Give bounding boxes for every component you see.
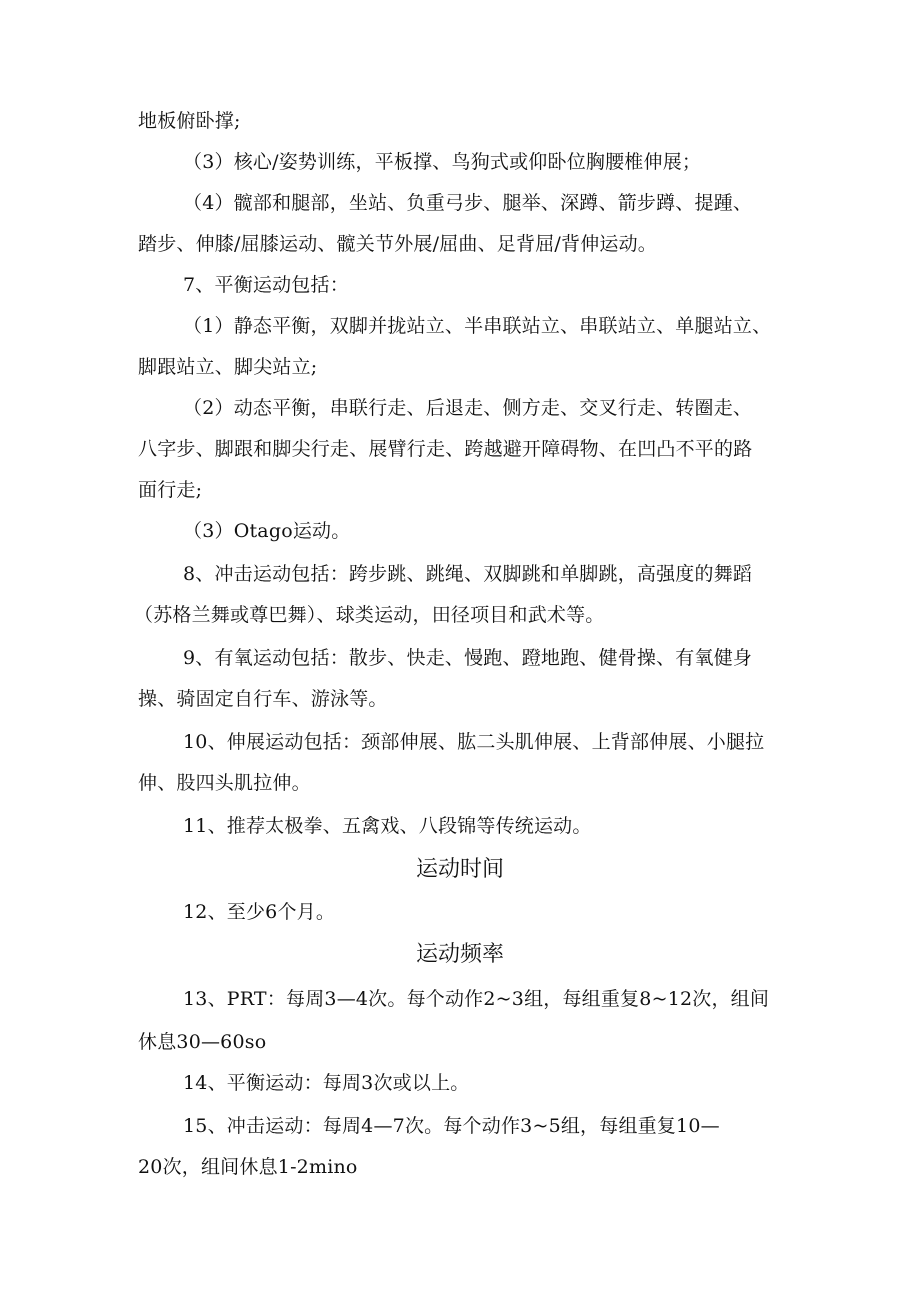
text-line-dynamic-balance: （2）动态平衡，串联行走、后退走、侧方走、交叉行走、转圈走、 <box>183 397 753 419</box>
text-line-dynamic-balance-end: 面行走; <box>138 479 203 501</box>
section-heading-exercise-time: 运动时间 <box>415 857 504 882</box>
text-line-hip-leg-cont: 踏步、伸膝/屈膝运动、髋关节外展/屈曲、足背屈/背伸运动。 <box>138 233 658 255</box>
text-line-traditional: 11、推荐太极拳、五禽戏、八段锦等传统运动。 <box>183 815 592 837</box>
text-line-prt-frequency-cont: 休息30—60so <box>138 1031 267 1053</box>
text-line-aerobic-exercise-cont: 操、骑固定自行车、游泳等。 <box>138 688 388 710</box>
text-line-balance-frequency: 14、平衡运动：每周3次或以上。 <box>183 1072 470 1094</box>
text-line-impact-exercise: 8、冲击运动包括：跨步跳、跳绳、双脚跳和单脚跳，高强度的舞蹈 <box>183 563 753 585</box>
text-line-dynamic-balance-cont: 八字步、脚跟和脚尖行走、展臂行走、跨越避开障碍物、在凹凸不平的路 <box>138 438 753 460</box>
text-line-balance-heading: 7、平衡运动包括： <box>183 274 349 296</box>
text-line-impact-exercise-cont: （苏格兰舞或尊巴舞）、球类运动，田径项目和武术等。 <box>134 604 605 626</box>
text-line-aerobic-exercise: 9、有氧运动包括：散步、快走、慢跑、蹬地跑、健骨操、有氧健身 <box>183 647 753 669</box>
text-line-floor-pushup: 地板俯卧撑; <box>138 110 241 132</box>
text-line-prt-frequency: 13、PRT：每周3—4次。每个动作2~3组，每组重复8~12次，组间 <box>183 988 770 1010</box>
text-line-static-balance: （1）静态平衡，双脚并拢站立、半串联站立、串联站立、单腿站立、 <box>183 315 772 337</box>
text-line-duration: 12、至少6个月。 <box>183 901 336 923</box>
text-line-static-balance-cont: 脚跟站立、脚尖站立; <box>138 356 318 378</box>
text-line-impact-frequency: 15、冲击运动：每周4—7次。每个动作3~5组，每组重复10— <box>183 1115 720 1137</box>
text-line-stretching: 10、伸展运动包括：颈部伸展、肱二头肌伸展、上背部伸展、小腿拉 <box>183 731 765 753</box>
text-line-stretching-cont: 伸、股四头肌拉伸。 <box>138 772 311 794</box>
text-line-impact-frequency-cont: 20次，组间休息1-2mino <box>138 1156 358 1178</box>
section-heading-exercise-frequency: 运动频率 <box>415 942 504 967</box>
text-line-hip-leg: （4）髋部和腿部，坐站、负重弓步、腿举、深蹲、箭步蹲、提踵、 <box>183 192 753 214</box>
text-line-otago: （3）Otago运动。 <box>183 520 351 542</box>
text-line-core-training: （3）核心/姿势训练，平板撑、鸟狗式或仰卧位胸腰椎伸展； <box>183 151 702 173</box>
